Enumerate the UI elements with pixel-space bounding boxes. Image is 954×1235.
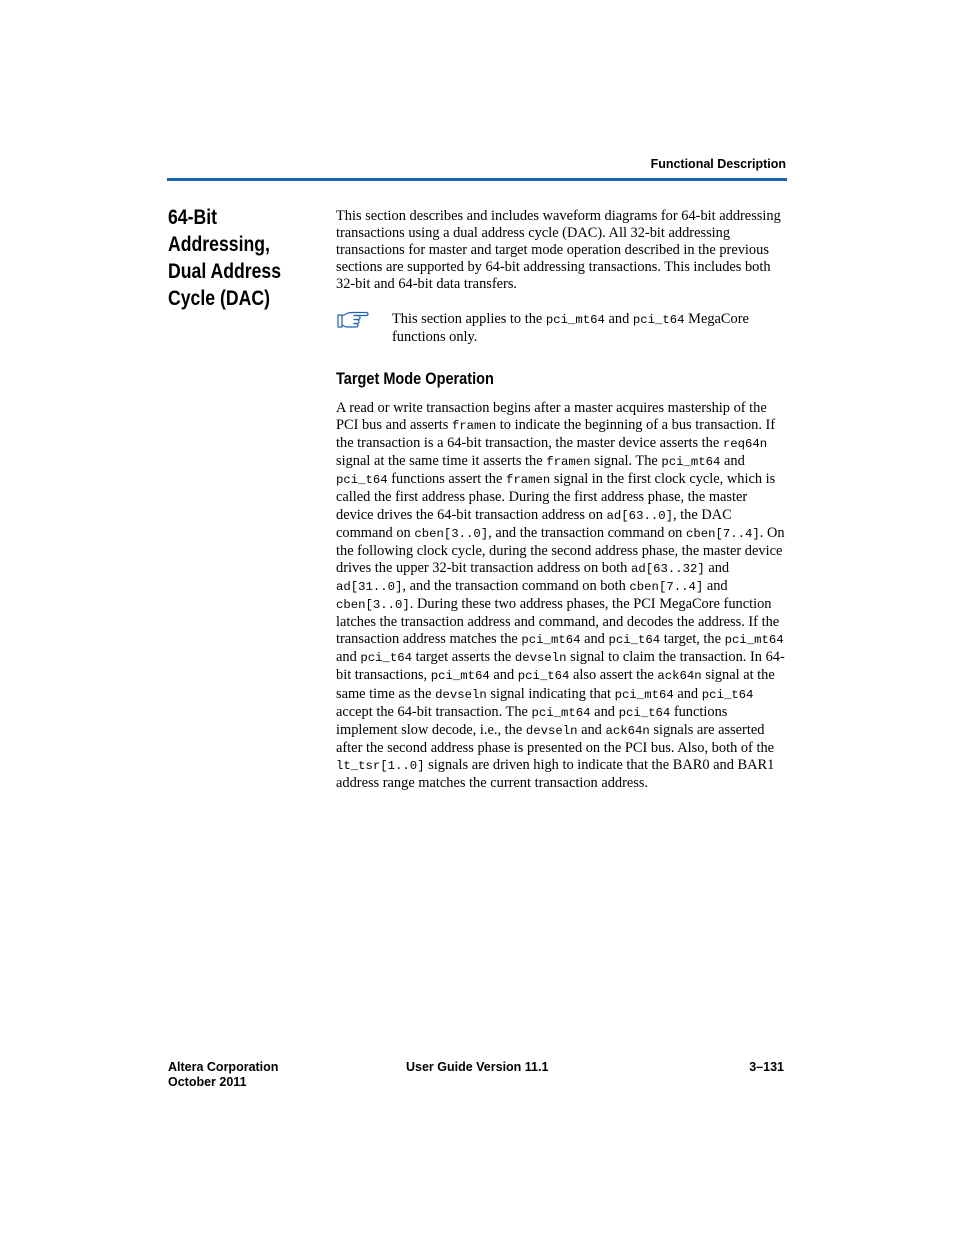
paragraph-text-segment: and	[489, 667, 518, 684]
footer-left	[168, 1060, 278, 1090]
code-identifier: cben[7..4]	[685, 526, 760, 541]
paragraph-text-segment: functions assert the	[387, 471, 506, 488]
paragraph-text-segment: and	[336, 649, 361, 666]
code-identifier: ack64n	[605, 723, 650, 738]
paragraph-text-segment: accept the 64-bit transaction. The	[336, 703, 532, 720]
code-identifier: pci_t64	[517, 669, 570, 684]
code-identifier: pci_t64	[336, 473, 388, 488]
code-identifier: req64n	[722, 437, 768, 452]
code-identifier: pci_t64	[618, 705, 671, 720]
code-identifier: cben[3..0]	[414, 526, 489, 541]
code-identifier: ad[31..0]	[336, 579, 403, 594]
footer-date: October 2011	[168, 1075, 247, 1089]
code-identifier: devseln	[435, 687, 487, 702]
footer-company: Altera Corporation	[168, 1060, 279, 1074]
code-identifier: ad[63..0]	[606, 508, 673, 523]
paragraph-text-segment: to indicate the beginning of a bus transaction. If the transaction is a 64-bit transaction, the master device asserts the	[336, 417, 776, 452]
paragraph-text-segment: signal in the first clock cycle, which is called the first address phase. During the first address phase, the master device drives the 64-bit transaction address on	[336, 471, 776, 523]
paragraph-text-segment: functions implement slow decode, i.e., the	[336, 703, 728, 738]
footer-version: User Guide Version 11.1	[406, 1060, 549, 1074]
paragraph-text-segment: . During these two address phases, the PCI MegaCore function latches the transaction address and command, and decodes the address. If the transaction address matches the	[336, 596, 780, 648]
paragraph-text-segment: and	[580, 631, 609, 648]
target-mode-paragraph	[336, 400, 786, 792]
code-identifier: framen	[451, 419, 497, 434]
paragraph-text-segment: signal. The	[590, 453, 662, 470]
code-identifier: lt_tsr[1..0]	[336, 758, 425, 773]
note-text	[392, 311, 786, 346]
code-identifier: pci_mt64	[521, 633, 581, 648]
paragraph-text-segment: , and the transaction command on	[488, 524, 686, 541]
code-identifier: pci_t64	[608, 633, 661, 648]
paragraph-text-segment: and	[703, 577, 728, 594]
paragraph-text-segment: signals are driven high to indicate that the BAR0 and BAR1 address range matches the current transaction address.	[336, 756, 775, 791]
code-identifier: ack64n	[657, 669, 702, 684]
paragraph-text-segment: . On the following clock cycle, during the second address phase, the master device drives the upper 32-bit transaction address on both	[336, 524, 785, 576]
note-box	[336, 311, 786, 351]
code-identifier: framen	[546, 455, 591, 470]
subsection-heading: Target Mode Operation	[336, 370, 494, 388]
code-identifier: pci_mt64	[724, 633, 784, 648]
code-identifier: pci_mt64	[661, 455, 721, 470]
pointing-hand-icon	[336, 311, 370, 329]
code-identifier: devseln	[525, 723, 578, 738]
section-title	[168, 204, 294, 312]
code-identifier: pci_mt64	[614, 687, 674, 702]
paragraph-text-segment: target, the	[660, 631, 725, 648]
paragraph-text-segment: and	[577, 721, 606, 738]
section-title-line: Dual Address	[168, 260, 282, 283]
paragraph-text-segment: and	[704, 559, 730, 576]
code-identifier: devseln	[514, 651, 567, 666]
paragraph-text-segment: signal indicating that	[486, 685, 615, 702]
code-identifier: pci_mt64	[531, 705, 591, 720]
note-text-segment: MegaCore functions only.	[392, 311, 749, 346]
section-title-line: Cycle (DAC)	[168, 287, 270, 310]
paragraph-text-segment: target asserts the	[412, 649, 515, 666]
paragraph-text-segment: also assert the	[569, 667, 658, 684]
paragraph-text-segment: signals are asserted after the second address phase is presented on the PCI bus. Also, both of the	[336, 721, 775, 756]
note-text-segment: This section applies to the	[392, 311, 546, 327]
paragraph-text-segment: signal at the same time as the	[336, 667, 775, 702]
intro-paragraph: This section describes and includes waveform diagrams for 64-bit addressing transactions using a dual address cycle (DAC). All 32-bit addressing transactions for master and target mode operation described in the previous sections are supported by 64-bit addressing transactions. This includes both 32-bit and 64-bit data transfers.	[336, 208, 781, 293]
code-identifier: pci_mt64	[430, 669, 490, 684]
note-text-segment: and	[604, 311, 633, 327]
code-identifier: pci_mt64	[545, 313, 605, 327]
code-identifier: ad[63..32]	[630, 561, 705, 576]
code-identifier: pci_t64	[701, 687, 754, 702]
paragraph-text-segment: , and the transaction command on both	[402, 577, 630, 594]
header-rule	[167, 178, 787, 181]
paragraph-text-segment: A read or write transaction begins after a master acquires mastership of the PCI bus and asserts	[336, 400, 767, 434]
paragraph-text-segment: signal at the same time it asserts the	[336, 453, 547, 470]
running-header: Functional Description	[650, 157, 786, 171]
section-title-line: Addressing,	[168, 233, 270, 256]
paragraph-text-segment: , the DAC command on	[336, 506, 732, 541]
code-identifier: pci_t64	[360, 651, 413, 666]
paragraph-text-segment: and	[590, 703, 619, 720]
code-identifier: cben[3..0]	[336, 598, 410, 613]
paragraph-text-segment: and	[720, 453, 745, 470]
code-identifier: cben[7..4]	[629, 579, 704, 594]
paragraph-text-segment: and	[673, 685, 702, 702]
section-title-line: 64-Bit	[168, 206, 218, 229]
paragraph-text-segment: signal to claim the transaction. In 64-bit transactions,	[336, 649, 785, 684]
code-identifier: framen	[505, 473, 551, 488]
page-number: 3–131	[749, 1060, 784, 1074]
code-identifier: pci_t64	[632, 313, 685, 327]
